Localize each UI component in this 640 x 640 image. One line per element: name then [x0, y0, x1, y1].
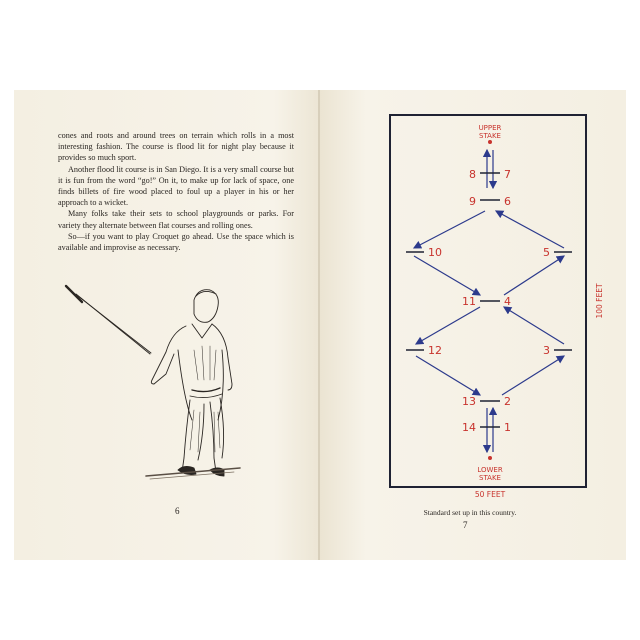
upper-stake-label-2: STAKE — [479, 132, 501, 140]
wicket-number: 5 — [543, 246, 550, 259]
lower-stake-marker — [488, 456, 492, 460]
wicket-number: 14 — [462, 421, 476, 434]
wickets — [406, 173, 572, 427]
paragraph: Many folks take their sets to school playgrounds or parks. For variety they alternate between flat courses and rolling ones. — [58, 209, 294, 230]
croquet-court-diagram — [320, 90, 626, 510]
upper-stake-label-1: UPPER — [478, 124, 502, 132]
wicket-number: 13 — [462, 395, 476, 408]
paragraph: Another flood lit course is in San Diego. It is a very small course but it is fun from the word “go!” On it, to make up for lack of space, one finds billets of fire wood placed to foul up a player in his or her approach to a wicket. — [58, 164, 294, 208]
croquet-player-illustration — [54, 280, 244, 480]
page-number: 7 — [463, 520, 468, 530]
wicket-number: 6 — [504, 195, 511, 208]
wicket-number: 12 — [428, 344, 442, 357]
left-page — [14, 90, 320, 560]
wicket-number: 4 — [504, 295, 511, 308]
paragraph: So—if you want to play Croquet go ahead. Use the space which is available and improvise as necessary. — [58, 231, 294, 253]
width-label: 50 FEET — [474, 490, 506, 499]
lower-stake-label-1: LOWER — [477, 466, 503, 474]
wicket-number: 2 — [504, 395, 511, 408]
wicket-number: 3 — [543, 344, 550, 357]
wicket-number: 1 — [504, 421, 511, 434]
paragraph: cones and roots and around trees on terrain which rolls in a most interesting fashion. The course is flood lit for night play because it provides so much sport. — [58, 131, 294, 163]
open-book — [14, 90, 626, 560]
right-page — [320, 90, 626, 560]
figure-caption: Standard set up in this country. — [423, 508, 517, 517]
wicket-number: 9 — [469, 195, 476, 208]
body-text — [58, 130, 294, 253]
upper-stake-marker — [488, 140, 492, 144]
length-label: 100 FEET — [595, 283, 604, 319]
lower-stake-label-2: STAKE — [479, 474, 501, 482]
page-number: 6 — [175, 506, 180, 516]
wicket-number: 7 — [504, 168, 511, 181]
wicket-number: 11 — [462, 295, 476, 308]
wicket-number: 10 — [428, 246, 442, 259]
wicket-number: 8 — [469, 168, 476, 181]
